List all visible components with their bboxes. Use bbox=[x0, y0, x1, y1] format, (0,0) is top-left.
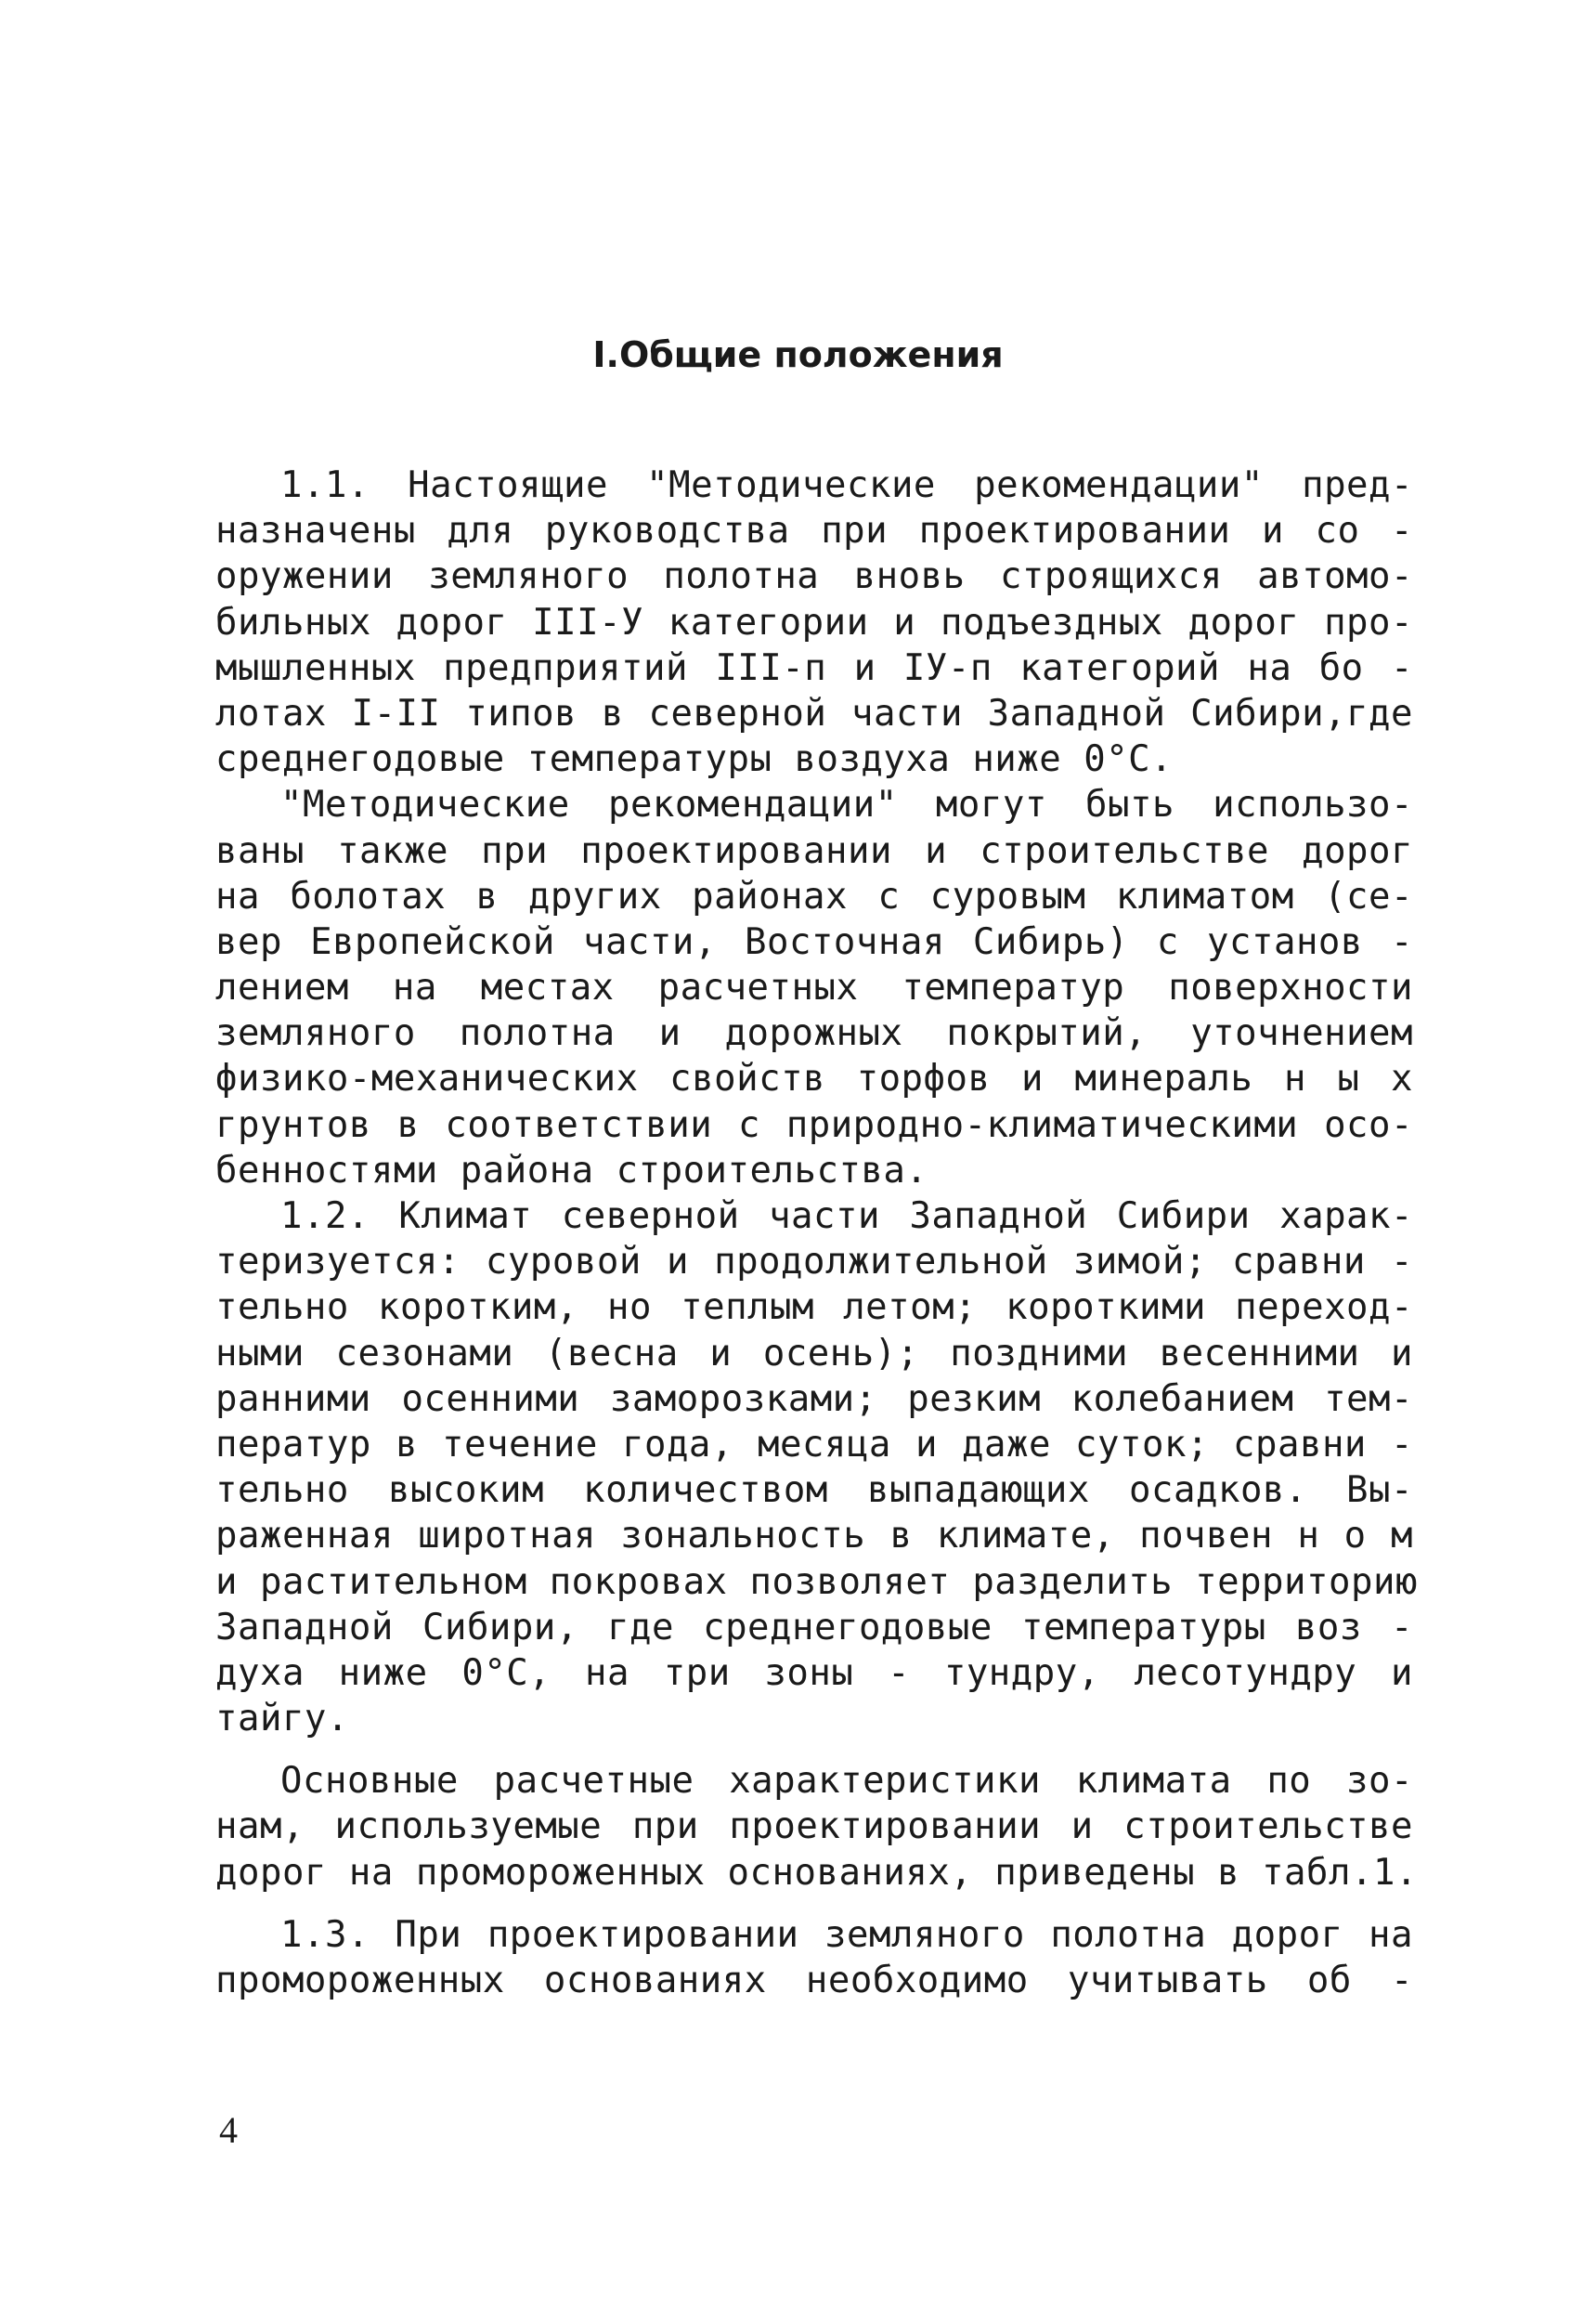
text-line: вер Европейской части, Восточная Сибирь) с установ - bbox=[215, 920, 1413, 963]
text-line: тельно высоким количеством выпадающих осадков. Вы- bbox=[215, 1469, 1413, 1512]
section-heading: I.Общие положения bbox=[592, 334, 1004, 375]
text-line: бенностями района строительства. bbox=[215, 1149, 928, 1192]
text-line: грунтов в соответствии с природно-климатическими осо- bbox=[215, 1103, 1413, 1146]
paragraph-recommendations bbox=[215, 782, 1413, 1193]
text-line: оружении земляного полотна вновь строящихся автомо- bbox=[215, 555, 1413, 598]
text-line: тайгу. bbox=[215, 1698, 349, 1740]
text-line: ными сезонами (весна и осень); поздними весенними и bbox=[215, 1332, 1413, 1374]
text-line: Западной Сибири, где среднегодовые температуры воз - bbox=[215, 1606, 1413, 1648]
text-line: ператур в течение года, месяца и даже суток; сравни - bbox=[215, 1423, 1413, 1466]
text-line: среднегодовые температуры воздуха ниже 0°С. bbox=[215, 738, 1174, 781]
text-line: "Методические рекомендации" могут быть использо- bbox=[280, 784, 1413, 827]
text-line: лением на местах расчетных температур поверхности bbox=[215, 967, 1413, 1010]
text-line: земляного полотна и дорожных покрытий, уточнением bbox=[215, 1012, 1413, 1055]
text-line: 1.1. Настоящие "Методические рекомендации" пред- bbox=[280, 464, 1413, 506]
text-line: назначены для руководства при проектировании и со - bbox=[215, 510, 1413, 553]
paragraph-1-1 bbox=[215, 462, 1413, 782]
text-line: ваны также при проектировании и строительстве дорог bbox=[215, 829, 1413, 872]
text-line: теризуется: суровой и продолжительной зимой; сравни - bbox=[215, 1241, 1413, 1283]
text-line: лотах I-II типов в северной части Западной Сибири,где bbox=[215, 692, 1413, 735]
text-line: раженная широтная зональность в климате, почвен н о м bbox=[215, 1515, 1413, 1557]
text-line: на болотах в других районах с суровым климатом (се- bbox=[215, 875, 1413, 918]
text-line: 1.2. Климат северной части Западной Сибири харак- bbox=[280, 1195, 1413, 1237]
text-line: промороженных основаниях необходимо учитывать об - bbox=[215, 1960, 1413, 2001]
paragraph-climate-characteristics bbox=[215, 1758, 1418, 1896]
paragraph-spacer bbox=[215, 1741, 1413, 1758]
text-line: ранними осенними заморозками; резким колебанием тем- bbox=[215, 1377, 1413, 1420]
text-line: 1.3. При проектировании земляного полотна дорог на bbox=[280, 1913, 1413, 1956]
paragraph-1-2 bbox=[215, 1193, 1418, 1741]
text-line: мышленных предприятий III-п и IУ-п категорий на бо - bbox=[215, 646, 1413, 689]
paragraph-spacer bbox=[215, 1896, 1413, 1912]
page-number: 4 bbox=[219, 2109, 238, 2151]
text-line: тельно коротким, но теплым летом; короткими переход- bbox=[215, 1286, 1413, 1329]
text-line: дорог на промороженных основаниях, приведены в табл.1. bbox=[215, 1851, 1418, 1894]
text-line: духа ниже 0°С, на три зоны - тундру, лесотундру и bbox=[215, 1651, 1413, 1694]
text-line: нам, используемые при проектировании и строительстве bbox=[215, 1805, 1413, 1848]
text-line: физико-механических свойств торфов и минераль н ы х bbox=[215, 1058, 1413, 1101]
text-line: и растительном покровах позволяет разделить территорию bbox=[215, 1560, 1418, 1603]
text-line: Основные расчетные характеристики климата по зо- bbox=[280, 1760, 1413, 1803]
body-text bbox=[215, 462, 1418, 2003]
paragraph-1-3 bbox=[215, 1912, 1413, 2003]
text-line: бильных дорог III-У категории и подъездных дорог про- bbox=[215, 601, 1413, 644]
